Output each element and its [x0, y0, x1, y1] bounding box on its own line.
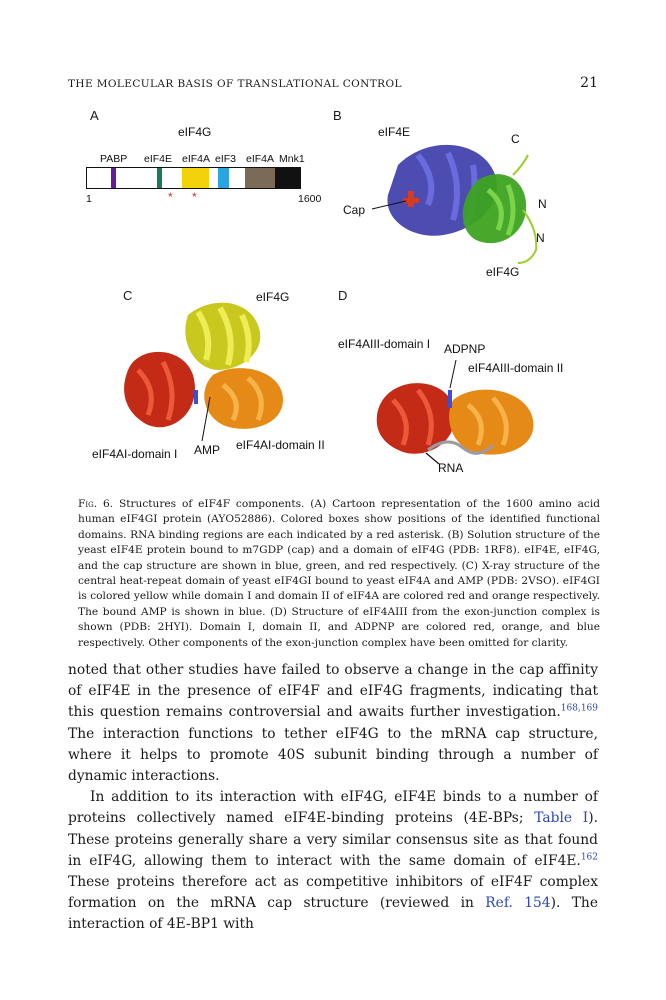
panel-a-protein: eIF4G [178, 125, 212, 139]
panel-c-eif4g-label: eIF4G [256, 290, 290, 304]
body-text [68, 660, 598, 936]
citation-168-169[interactable]: 168,169 [560, 703, 598, 714]
panel-a-label: A [90, 108, 99, 123]
rna-binding-asterisk-1: * [168, 190, 173, 204]
paragraph-2 [68, 787, 598, 935]
panel-b-n-terminus-1: N [538, 197, 547, 211]
segment-eif4a-2 [245, 168, 275, 188]
panel-b-cap-label: Cap [343, 203, 366, 217]
running-head [68, 75, 598, 94]
segment-eif4e [157, 168, 162, 188]
panel-c-domain1-label: eIF4AI-domain I [92, 447, 178, 461]
panel-d-domain2-label: eIF4AIII-domain II [468, 361, 564, 375]
panel-d-rna-label: RNA [438, 461, 464, 475]
panel-c-amp-label: AMP [194, 443, 221, 457]
domain-label-eif4a: eIF4A [182, 153, 211, 165]
segment-eif4a [182, 168, 209, 188]
panel-b-eif4e-label: eIF4E [378, 125, 411, 139]
citation-162[interactable]: 162 [580, 852, 598, 863]
panel-d-domain1-label: eIF4AIII-domain I [338, 337, 431, 351]
paragraph-2-text-d: ). The interaction of 4E-BP1 with [68, 895, 598, 933]
paragraph-1-text-b: The interaction functions to tether eIF4G to the mRNA cap structure, where it helps to promote 40S subunit binding through a number of dynamic interactions. [68, 725, 598, 785]
domain-label-pabp: PABP [100, 153, 128, 165]
panel-b-n-terminus-2: N [536, 231, 545, 245]
panel-b-eif4g-label: eIF4G [486, 265, 520, 279]
panel-c-structure [118, 290, 318, 445]
eif4g-domain-bar [86, 167, 301, 189]
figure-6 [78, 105, 598, 485]
domain-label-eif4e: eIF4E [144, 153, 173, 165]
panel-b-label: B [333, 108, 342, 123]
domain-label-eif4a-2: eIF4A [246, 153, 275, 165]
paragraph-2-text-c: These proteins therefore act as competitive inhibitors of eIF4F complex formation on the mRNA cap structure (reviewed in [68, 874, 598, 912]
panel-d-adpnp-label: ADPNP [444, 342, 486, 356]
segment-eif3 [218, 168, 229, 188]
segment-mnk1 [275, 168, 301, 188]
domain-label-mnk1: Mnk1 [279, 153, 305, 165]
ref-154-link[interactable]: Ref. 154 [485, 895, 551, 912]
paragraph-1-text-a: noted that other studies have failed to observe a change in the cap affinity of eIF4E in the presence of eIF4F and eIF4G fragments, indicating that this question remains controversial and awaits further investigation. [68, 662, 598, 721]
figure-caption [78, 497, 600, 651]
table-i-link[interactable]: Table I [534, 810, 589, 827]
panel-c-domain2-label: eIF4AI-domain II [236, 438, 325, 452]
caption-figure-label: Fig. 6. [78, 498, 114, 510]
running-title: THE MOLECULAR BASIS OF TRANSLATIONAL CONTROL [68, 78, 402, 90]
caption-text: Structures of eIF4F components. (A) Cartoon representation of the 1600 amino acid human eIF4GI protein (AYO52886). Colored boxes show positions of the identified functional domains. RNA binding regions are each indicated by a red asterisk. (B) Solution structure of the yeast eIF4E protein bound to m7GDP (cap) and a domain of eIF4G (PDB: 1RF8). eIF4E, eIF4G, and the cap structure are shown in blue, green, and red respectively. (C) X-ray structure of the central heat-repeat domain of yeast eIF4GI bound to yeast eIF4A and AMP (PDB: 2VSO). eIF4GI is colored yellow while domain I and domain II of eIF4A are colored red and orange respectively. The bound AMP is shown in blue. (D) Structure of eIF4AIII from the exon-junction complex is shown (PDB: 2HYI). Domain I, domain II, and ADPNP are colored red, orange, and blue respectively. Other components of the exon-junction complex have been omitted for clarity. [78, 498, 600, 649]
panel-b-cap-pointer [370, 197, 410, 217]
panel-c-label: C [123, 288, 133, 303]
domain-bar-start: 1 [86, 193, 92, 205]
panel-b-c-terminus: C [511, 132, 520, 146]
paragraph-1 [68, 660, 598, 787]
domain-label-eif3: eIF3 [215, 153, 237, 165]
paragraph-2-text-b: ). These proteins generally share a very similar consensus site as that found in eIF4G, allowing them to interact with the same domain of eIF4E. [68, 810, 599, 869]
page-number: 21 [580, 75, 598, 91]
panel-c-amp-pointer [196, 393, 216, 445]
paragraph-2-text-a: In addition to its interaction with eIF4G, eIF4E binds to a number of proteins collectively named eIF4E-binding proteins (4E-BPs; [68, 789, 598, 827]
domain-bar-end: 1600 [298, 193, 322, 205]
panel-d-label: D [338, 288, 348, 303]
panel-d-structure [368, 360, 578, 460]
segment-pabp [111, 168, 116, 188]
rna-binding-asterisk-2: * [192, 190, 197, 204]
